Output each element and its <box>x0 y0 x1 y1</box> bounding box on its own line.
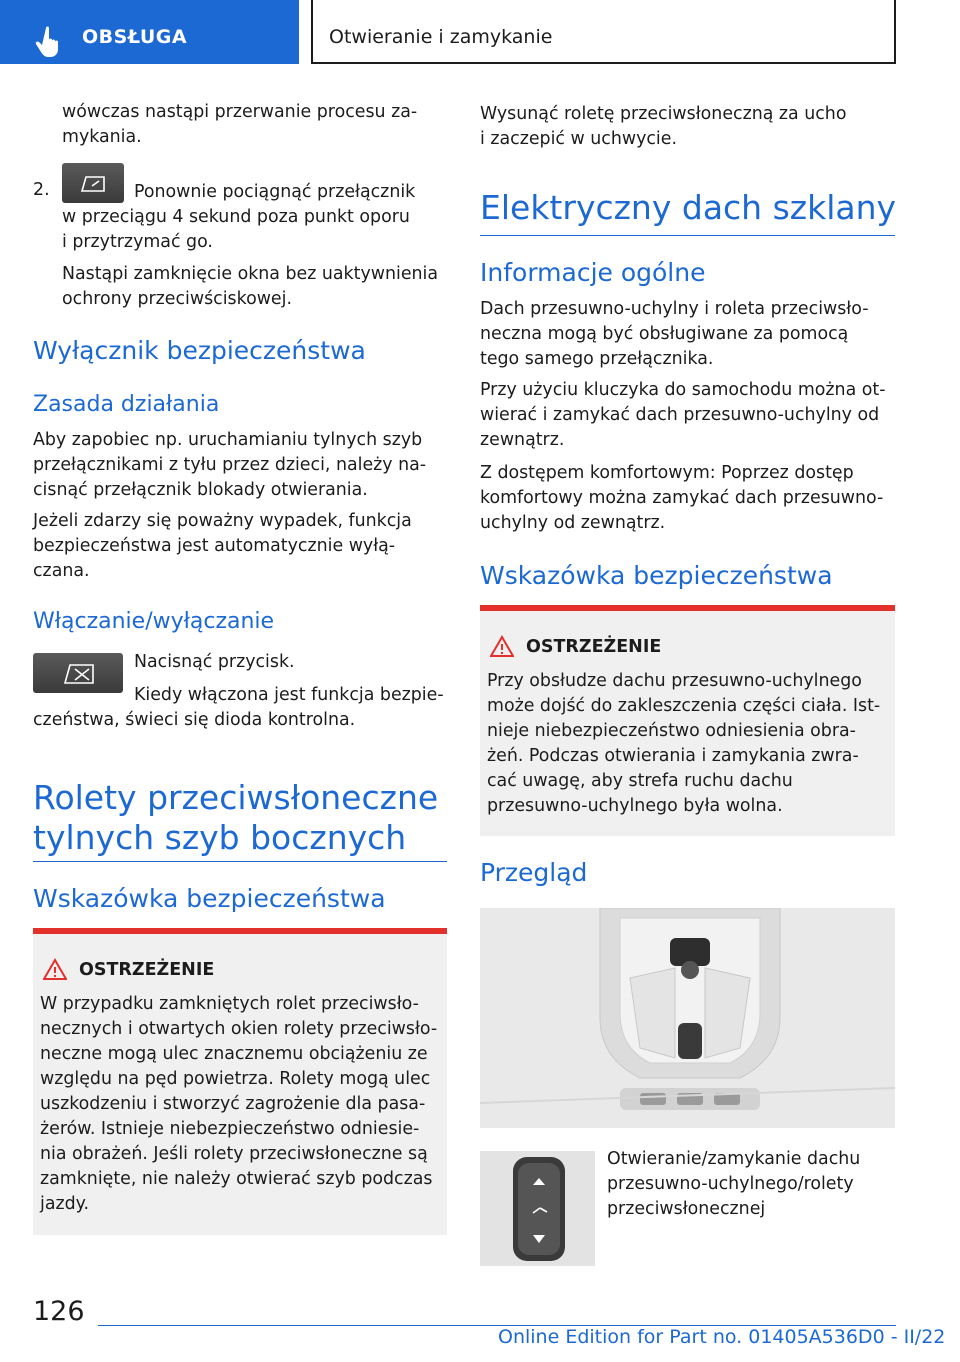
window-switch-button-image <box>62 163 124 203</box>
paragraph-led-rest: czeństwa, świeci się dioda kontrolna. <box>33 710 356 730</box>
chapter-title: Otwieranie i zamykanie <box>329 26 553 48</box>
hand-pointer-icon <box>34 24 68 58</box>
warning-triangle-icon <box>43 958 67 980</box>
step-2-note: Nastąpi zamknięcie okna bez uaktywnienia ochrony przeciwściskowej. <box>62 264 439 309</box>
warning-text: W przypadku zamkniętych rolet przeciwsło- necznych i otwartych okien rolety przeciwsło- neczne mogą ulec znacznemu obciążeniu ze względu na pęd powietrza. Rolety mogą ulec uszkodzeniu i stworzyć zagrożenie dla pasa- żerów. Istnieje niebezpieczeństwo odniesie- nia obrażeń. Jeśli rolety przeciwsłoneczne są zamknięte, nie należy otwierać szyb podczas jazdy. <box>40 994 438 1214</box>
roof-console-photo <box>480 908 895 1128</box>
paragraph-press: Nacisnąć przycisk. <box>134 652 295 672</box>
heading-glass-roof: Elektryczny dach szklany <box>480 188 897 227</box>
heading-principle: Zasada działania <box>33 392 220 417</box>
step-2-text-first: Ponownie pociągnąć przełącznik <box>134 182 416 202</box>
child-lock-button-image <box>33 653 123 693</box>
heading-safety-note-right: Wskazówka bezpieczeństwa <box>480 561 833 590</box>
step-2-text-rest: w przeciągu 4 sekund poza punkt oporu i przytrzymać go. <box>62 207 410 252</box>
step-number: 2. <box>33 180 50 200</box>
page-number: 126 <box>33 1296 85 1327</box>
roof-console-illustration <box>480 908 895 1128</box>
warning-triangle-icon <box>490 635 514 657</box>
warning-title: OSTRZEŻENIE <box>79 960 215 980</box>
heading-on-off: Włączanie/wyłączanie <box>33 609 275 634</box>
heading-safety-switch: Wyłącznik bezpieczeństwa <box>33 336 366 365</box>
section-label: OBSŁUGA <box>82 26 188 48</box>
section-tab <box>0 0 299 64</box>
heading-divider <box>480 235 895 236</box>
paragraph-hook: Wysunąć roletę przeciwsłoneczną za ucho i zaczepić w uchwycie. <box>480 104 847 149</box>
child-lock-icon <box>33 653 123 693</box>
warning-box-right <box>480 605 895 836</box>
heading-overview: Przegląd <box>480 858 588 887</box>
paragraph-comfort: Z dostępem komfortowym: Poprzez dostęp komfortowy można zamykać dach przesuwno- uchylny od zewnątrz. <box>480 463 884 533</box>
warning-text: Przy obsłudze dachu przesuwno-uchylnego może dojść do zakleszczenia części ciała. Ist- nieje niebezpieczeństwo odniesienia obra- żeń. Podczas otwierania i zamykania zwra- cać uwagę, aby strefa ruchu dachu przesuwno-uchylnego była wolna. <box>487 671 881 816</box>
paragraph-key: Przy użyciu kluczyka do samochodu można ot- wierać i zamykać dach przesuwno-uchylny od zewnątrz. <box>480 380 886 450</box>
window-switch-icon <box>62 163 124 203</box>
paragraph-continuation: wówczas nastąpi przerwanie procesu za- mykania. <box>62 102 418 147</box>
roof-switch-photo <box>480 1151 595 1266</box>
paragraph-principle: Aby zapobiec np. uruchamianiu tylnych szyb przełącznikami z tyłu przez dzieci, należy na- cisnąć przełącznik blokady otwierania. <box>33 430 427 500</box>
roof-switch-illustration <box>480 1151 595 1266</box>
heading-divider <box>33 861 447 862</box>
heading-sun-blinds: Rolety przeciwsłoneczne tylnych szyb bocznych <box>33 778 439 857</box>
heading-safety-note-left: Wskazówka bezpieczeństwa <box>33 884 386 913</box>
paragraph-accident: Jeżeli zdarzy się poważny wypadek, funkcja bezpieczeństwa jest automatycznie wyłą- czana. <box>33 511 412 581</box>
heading-general-info: Informacje ogólne <box>480 258 706 287</box>
warning-box-left <box>33 928 447 1235</box>
footer-edition: Online Edition for Part no. 01405A536D0 - II/22 <box>498 1326 946 1348</box>
photo-caption: Otwieranie/zamykanie dachu przesuwno-uchylnego/rolety przeciwsłonecznej <box>607 1149 861 1219</box>
paragraph-general: Dach przesuwno-uchylny i roleta przeciwsło- neczna mogą być obsługiwane za pomocą tego samego przełącznika. <box>480 299 869 369</box>
paragraph-led-first: Kiedy włączona jest funkcja bezpie- <box>134 685 444 705</box>
chapter-title-box <box>311 0 896 64</box>
warning-title: OSTRZEŻENIE <box>526 637 662 657</box>
